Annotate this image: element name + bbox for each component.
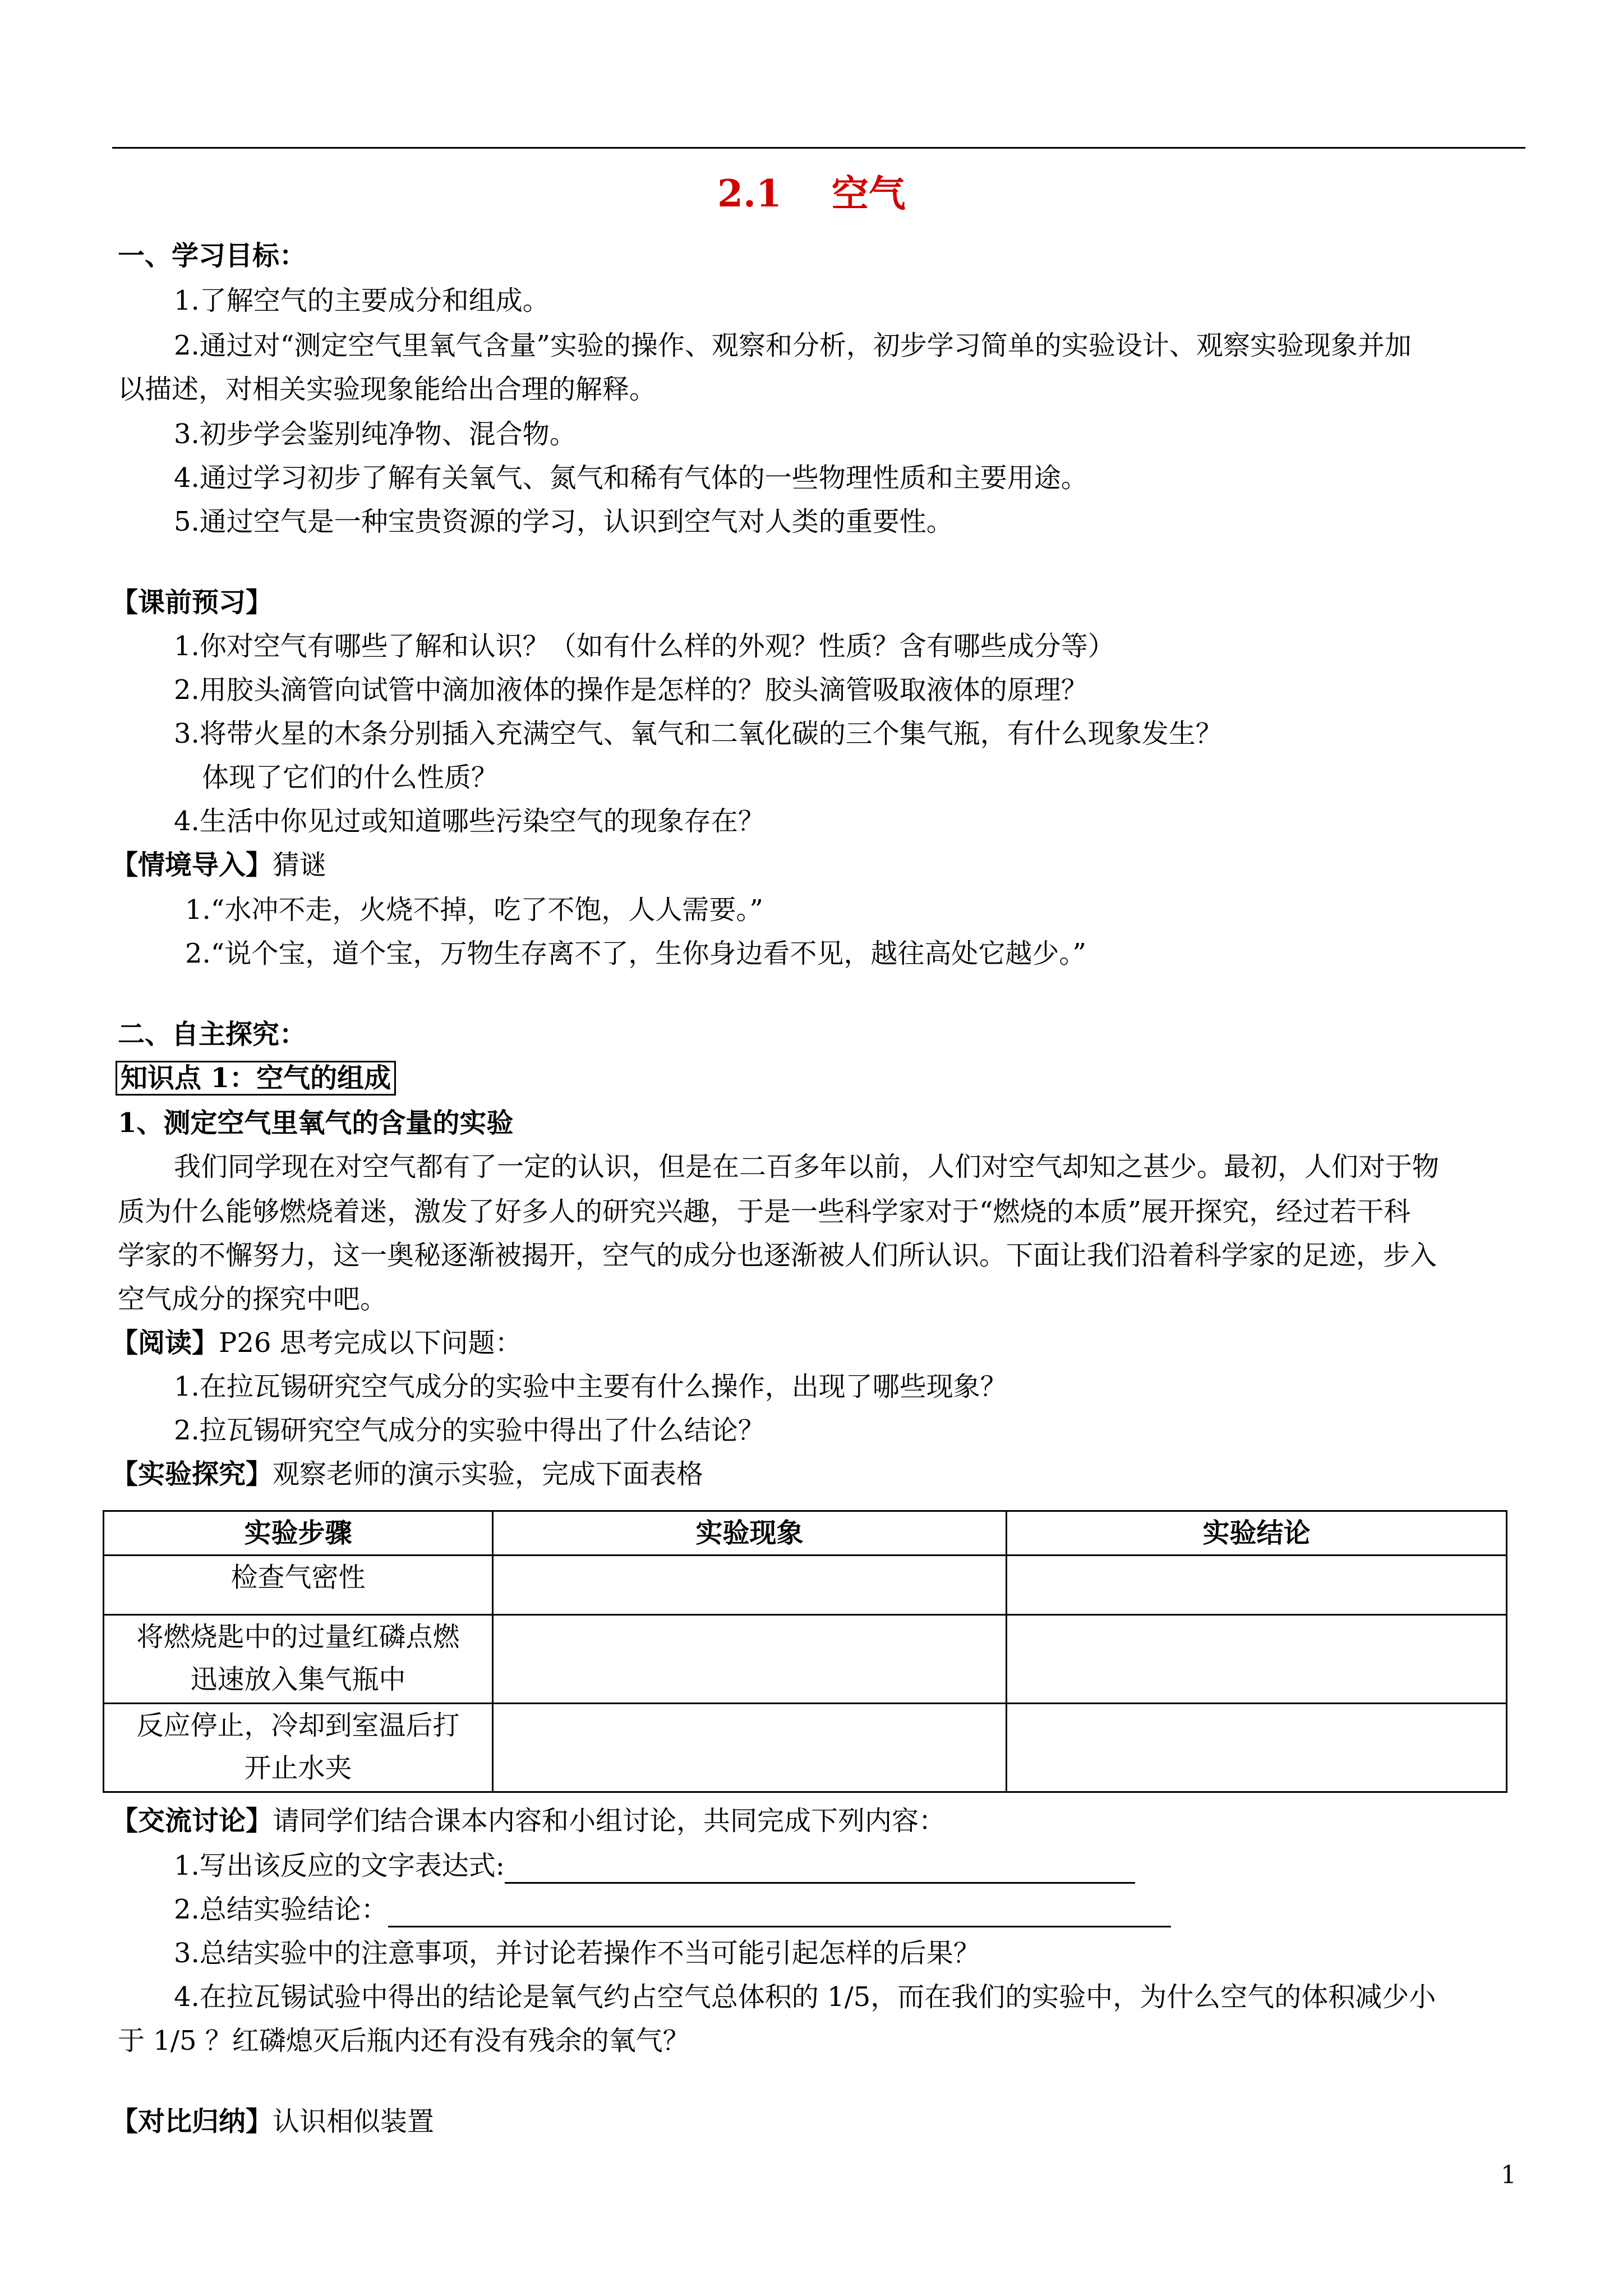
table-row <box>104 1704 1507 1792</box>
page-title: 2.1 空气 <box>717 172 906 215</box>
column-header: 实验现象 <box>493 1511 1007 1556</box>
knowledge-point-label: 知识点 1：空气的组成 <box>116 1061 396 1096</box>
knowledge-point-box <box>116 1060 396 1096</box>
step-text: 开止水夹 <box>244 1752 352 1784</box>
step-text: 检查气密性 <box>230 1562 366 1593</box>
reading-line <box>111 1325 522 1361</box>
preview-item: 3.将带火星的木条分别插入充满空气、氧气和二氧化碳的三个集气瓶，有什么现象发生？ <box>174 718 1223 749</box>
observation-cell[interactable] <box>493 1556 1007 1615</box>
discussion-q3: 3.总结实验中的注意事项，并讨论若操作不当可能引起怎样的后果？ <box>174 1938 980 1969</box>
observation-cell[interactable] <box>493 1615 1007 1704</box>
objective-item: 以描述，对相关实验现象能给出合理的解释。 <box>118 374 657 405</box>
preview-item: 2.用胶头滴管向试管中滴加液体的操作是怎样的？胶头滴管吸取液体的原理？ <box>174 674 1088 706</box>
intro-paragraph-line: 学家的不懈努力，这一奥秘逐渐被揭开，空气的成分也逐渐被人们所认识。下面让我们沿着科学家的足迹，步入 <box>118 1240 1437 1271</box>
objective-item: 4.通过学习初步了解有关氧气、氮气和稀有气体的一些物理性质和主要用途。 <box>174 462 1088 494</box>
table-header-row <box>104 1511 1507 1556</box>
preview-item: 1.你对空气有哪些了解和认识？（如有什么样的外观？性质？含有哪些成分等） <box>174 631 1115 662</box>
objective-item: 2.通过对“测定空气里氧气含量”实验的操作、观察和分析，初步学习简单的实验设计、观察实验现象并加 <box>174 330 1412 361</box>
table-row <box>104 1615 1507 1704</box>
explore-heading: 二、自主探究： <box>118 1019 307 1050</box>
experiment-label: 【实验探究】 <box>111 1458 273 1490</box>
discussion-line <box>111 1803 946 1839</box>
step-cell <box>104 1615 493 1704</box>
scenario-heading: 【情境导入】 <box>111 849 273 881</box>
objectives-heading: 一、学习目标： <box>118 240 307 272</box>
conclusion-cell[interactable] <box>1007 1615 1507 1704</box>
step-text: 迅速放入集气瓶中 <box>190 1664 406 1695</box>
discussion-q2: 2.总结实验结论： <box>174 1894 388 1925</box>
experiment-text: 观察老师的演示实验，完成下面表格 <box>273 1458 704 1490</box>
riddle-item: 1.“水冲不走，火烧不掉，吃了不饱，人人需要。” <box>185 894 763 926</box>
compare-line <box>111 2104 434 2139</box>
experiment-line <box>111 1456 703 1492</box>
preview-item: 体现了它们的什么性质？ <box>202 762 499 793</box>
discussion-q1: 1.写出该反应的文字表达式: <box>174 1850 505 1881</box>
riddle-item: 2.“说个宝，道个宝，万物生存离不了，生你身边看不见，越往高处它越少。” <box>185 938 1086 969</box>
intro-paragraph-line: 质为什么能够燃烧着迷，激发了好多人的研究兴趣，于是一些科学家对于“燃烧的本质”展开探究，经过若干科 <box>118 1196 1411 1227</box>
discussion-label: 【交流讨论】 <box>111 1805 273 1837</box>
reading-item: 1.在拉瓦锡研究空气成分的实验中主要有什么操作，出现了哪些现象？ <box>174 1371 1007 1402</box>
step-cell <box>104 1704 493 1792</box>
scenario-line <box>111 847 326 883</box>
objective-item: 5.通过空气是一种宝贵资源的学习，认识到空气对人类的重要性。 <box>174 506 953 537</box>
discussion-q2-line <box>174 1892 1171 1927</box>
step-text: 将燃烧匙中的过量红磷点燃 <box>136 1621 460 1653</box>
reading-label: 【阅读】 <box>111 1327 219 1359</box>
conclusion-cell[interactable] <box>1007 1704 1507 1792</box>
reading-text: P26 思考完成以下问题： <box>219 1327 522 1359</box>
observation-cell[interactable] <box>493 1704 1007 1792</box>
column-header: 实验步骤 <box>104 1511 493 1556</box>
preview-heading: 【课前预习】 <box>111 587 273 618</box>
preview-item: 4.生活中你见过或知道哪些污染空气的现象存在？ <box>174 806 765 837</box>
step-text: 反应停止，冷却到室温后打 <box>136 1710 460 1741</box>
intro-paragraph-line: 我们同学现在对空气都有了一定的认识，但是在二百多年以前，人们对空气却知之甚少。最初，人们对于物 <box>174 1151 1440 1182</box>
reading-item: 2.拉瓦锡研究空气成分的实验中得出了什么结论？ <box>174 1415 765 1446</box>
page-number: 1 <box>1501 2161 1516 2189</box>
header-rule <box>112 147 1525 149</box>
conclusion-cell[interactable] <box>1007 1556 1507 1615</box>
discussion-text: 请同学们结合课本内容和小组讨论，共同完成下列内容： <box>273 1805 946 1837</box>
discussion-q4-cont: 于 1/5 ？红磷熄灭后瓶内还有没有残余的氧气？ <box>118 2025 690 2056</box>
step-cell <box>104 1556 493 1615</box>
discussion-q1-line <box>174 1848 1135 1884</box>
table-row <box>104 1556 1507 1615</box>
objective-item: 1.了解空气的主要成分和组成。 <box>174 285 550 316</box>
experiment-table <box>103 1510 1507 1793</box>
scenario-heading-tail: 猜谜 <box>273 849 327 881</box>
column-header: 实验结论 <box>1007 1511 1507 1556</box>
answer-blank[interactable] <box>505 1853 1135 1884</box>
compare-label: 【对比归纳】 <box>111 2106 273 2137</box>
sub-heading: 1、测定空气里氧气的含量的实验 <box>118 1107 514 1139</box>
discussion-q4: 4.在拉瓦锡试验中得出的结论是氧气约占空气总体积的 1/5，而在我们的实验中，为什么空气的体积减少小 <box>174 1981 1436 2013</box>
intro-paragraph-line: 空气成分的探究中吧。 <box>118 1283 388 1315</box>
compare-text: 认识相似装置 <box>273 2106 435 2137</box>
objective-item: 3.初步学会鉴别纯净物、混合物。 <box>174 418 577 450</box>
answer-blank[interactable] <box>388 1897 1171 1927</box>
